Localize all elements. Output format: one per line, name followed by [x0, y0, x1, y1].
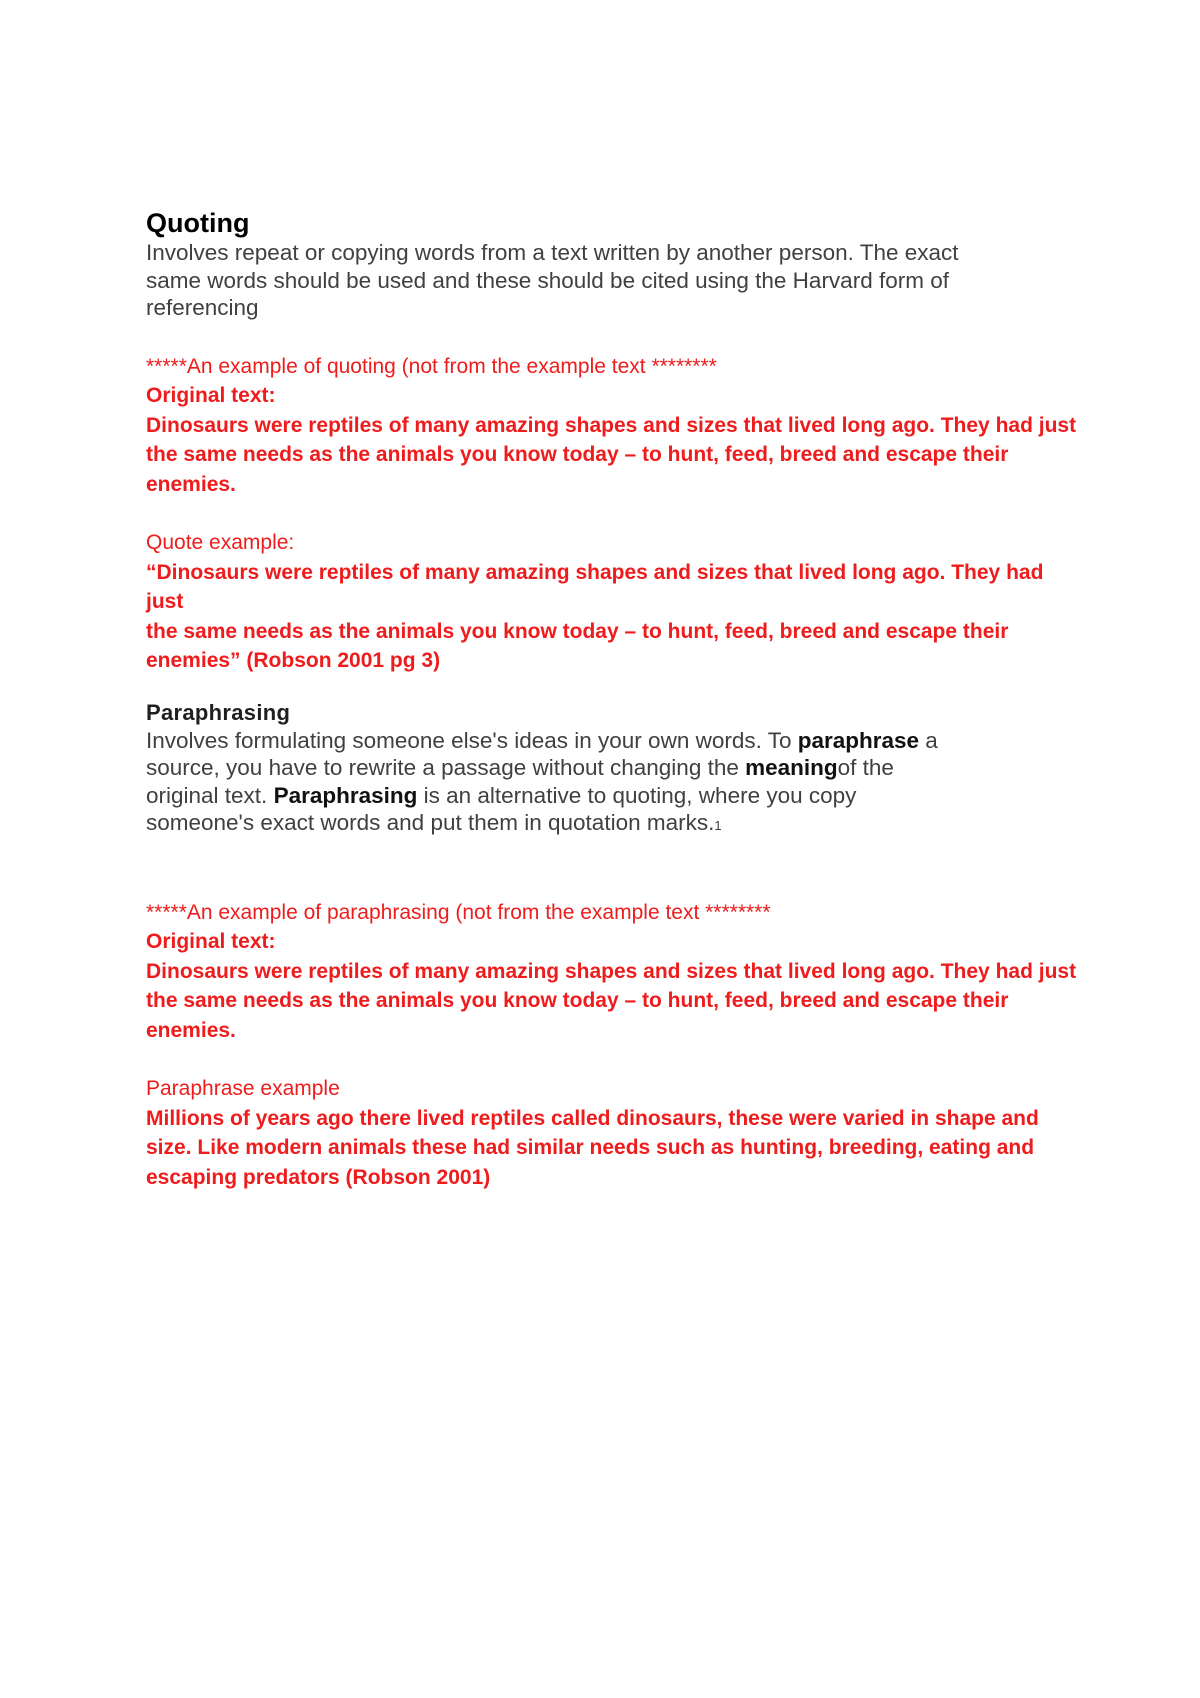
paraphrasing-description — [146, 727, 1086, 840]
para-line3-end: is an alternative to quoting, where you copy — [417, 782, 857, 808]
quoting-description-line: same words should be used and these should be cited using the Harvard form of — [146, 267, 949, 293]
quoting-description — [146, 239, 1086, 322]
paraphrasing-original-label: Original text: — [146, 930, 276, 953]
paraphrasing-description-line — [146, 809, 1086, 840]
quote-example-line — [146, 646, 1086, 676]
paraphrasing-description-line — [146, 782, 1086, 810]
para-line2-bold: meaning — [745, 755, 838, 780]
paraphrase-example-line: Millions of years ago there lived reptiles called dinosaurs, these were varied in shape and — [146, 1106, 1039, 1130]
paraphrase-example-label: Paraphrase example — [146, 1077, 340, 1100]
quoting-original-label: Original text: — [146, 384, 276, 407]
paraphrase-example-line: escaping predators (Robson 2001) — [146, 1165, 491, 1189]
para-line1-text: Involves formulating someone else's ideas in your own words. To — [146, 727, 798, 753]
quote-example-text — [146, 558, 1086, 676]
paraphrasing-description-line — [146, 727, 1086, 755]
para-line2-text: source, you have to rewrite a passage without changing the — [146, 755, 746, 780]
page-content — [146, 207, 1086, 1192]
quoting-original-text — [146, 411, 1086, 500]
quoting-description-line: referencing — [146, 295, 259, 320]
quote-example-line-bold: enemies” (Robson 2001 pg 3) — [146, 649, 441, 672]
quote-example-line: the same needs as the animals you know today – to hunt, feed, breed and escape their — [146, 619, 1009, 643]
quoting-original-line: Dinosaurs were reptiles of many amazing shapes and sizes that lived long ago. They had just — [146, 413, 1077, 437]
para-line1-end: a — [919, 727, 938, 753]
paraphrasing-original-line: Dinosaurs were reptiles of many amazing shapes and sizes that lived long ago. They had just — [146, 959, 1077, 983]
paraphrasing-example-header: *****An example of paraphrasing (not from the example text ******** — [146, 900, 771, 924]
paraphrasing-description-line — [146, 754, 1086, 782]
paraphrasing-heading: Paraphrasing — [146, 699, 291, 725]
quote-example-label: Quote example: — [146, 531, 295, 554]
paraphrase-example-text — [146, 1104, 1086, 1193]
quoting-original-line: enemies. — [146, 472, 236, 496]
para-line2-end: of the — [837, 755, 894, 780]
paraphrasing-original-text — [146, 957, 1086, 1046]
paraphrase-example-line: size. Like modern animals these had similar needs such as hunting, breeding, eating and — [146, 1136, 1035, 1159]
quoting-example-header: *****An example of quoting (not from the example text ******** — [146, 354, 717, 378]
quote-example-line: “Dinosaurs were reptiles of many amazing shapes and sizes that lived long ago. They had just — [146, 560, 1044, 613]
para-line3-bold: Paraphrasing — [273, 782, 418, 808]
para-line1-bold: paraphrase — [797, 727, 920, 753]
quoting-heading: Quoting — [146, 208, 250, 238]
footnote-marker: 1 — [714, 818, 722, 833]
paraphrasing-original-line: enemies. — [146, 1018, 236, 1042]
paraphrasing-original-line: the same needs as the animals you know today – to hunt, feed, breed and escape their — [146, 989, 1009, 1012]
quoting-original-line: the same needs as the animals you know today – to hunt, feed, breed and escape their — [146, 443, 1009, 466]
para-line3-text: original text. — [146, 782, 274, 808]
quoting-description-line: Involves repeat or copying words from a text written by another person. The exact — [146, 240, 959, 265]
para-line4-text: someone's exact words and put them in quotation marks. — [146, 810, 715, 835]
